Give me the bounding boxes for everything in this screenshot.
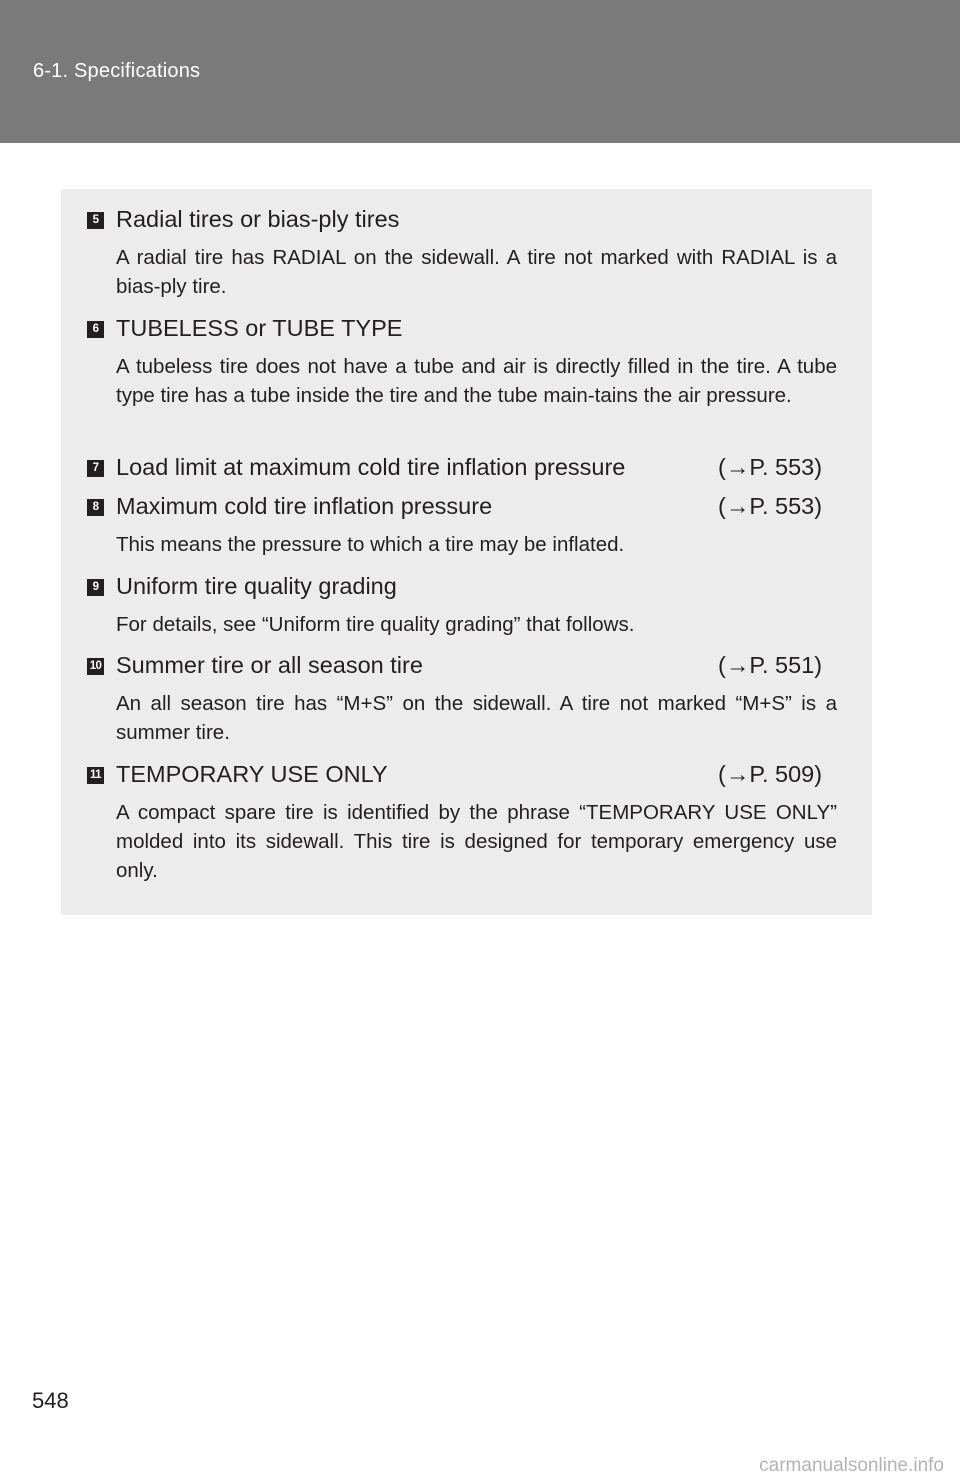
page-reference: (→P. 553) — [718, 454, 823, 480]
entry-title: TEMPORARY USE ONLY — [116, 761, 388, 787]
entry-description: An all season tire has “M+S” on the sidewall. A tire not marked “M+S” is a summer tire. — [116, 692, 837, 744]
item-number-marker: 5 — [87, 212, 104, 229]
item-number-marker: 8 — [87, 499, 104, 516]
entry-title: Radial tires or bias-ply tires — [116, 206, 400, 232]
entry-description: A compact spare tire is identified by the phrase “TEMPORARY USE ONLY” molded into its sidewall. This tire is designed for temporary emergency use only. — [116, 801, 837, 882]
page-reference: (→P. 509) — [718, 761, 823, 787]
page-number: 548 — [32, 1388, 69, 1413]
page-reference: (→P. 551) — [718, 652, 823, 678]
entry-description: A radial tire has RADIAL on the sidewall. A tire not marked with RADIAL is a bias-ply tire. — [116, 246, 837, 298]
tire-label-info-box — [61, 189, 872, 915]
section-title: 6-1. Specifications — [33, 60, 201, 82]
item-number-marker: 9 — [87, 579, 104, 596]
item-number-marker: 10 — [87, 658, 104, 675]
item-number-marker: 6 — [87, 321, 104, 338]
header-bar — [0, 0, 960, 143]
entry-description: For details, see “Uniform tire quality grading” that follows. — [116, 613, 635, 636]
watermark: carmanualsonline.info — [759, 1455, 944, 1476]
item-number-marker: 11 — [87, 767, 104, 784]
entry-title: Summer tire or all season tire — [116, 652, 423, 678]
entry-title: Load limit at maximum cold tire inflation pressure — [116, 454, 626, 480]
entry-title: TUBELESS or TUBE TYPE — [116, 315, 403, 341]
item-number-marker: 7 — [87, 460, 104, 477]
entry-title: Maximum cold tire inflation pressure — [116, 493, 493, 519]
entry-description: A tubeless tire does not have a tube and air is directly filled in the tire. A tube type tire has a tube inside the tire and the tube main-tains the air pressure. — [116, 355, 837, 407]
page-reference: (→P. 553) — [718, 493, 823, 519]
entry-description: This means the pressure to which a tire may be inflated. — [116, 533, 625, 556]
entry-title: Uniform tire quality grading — [116, 573, 397, 599]
